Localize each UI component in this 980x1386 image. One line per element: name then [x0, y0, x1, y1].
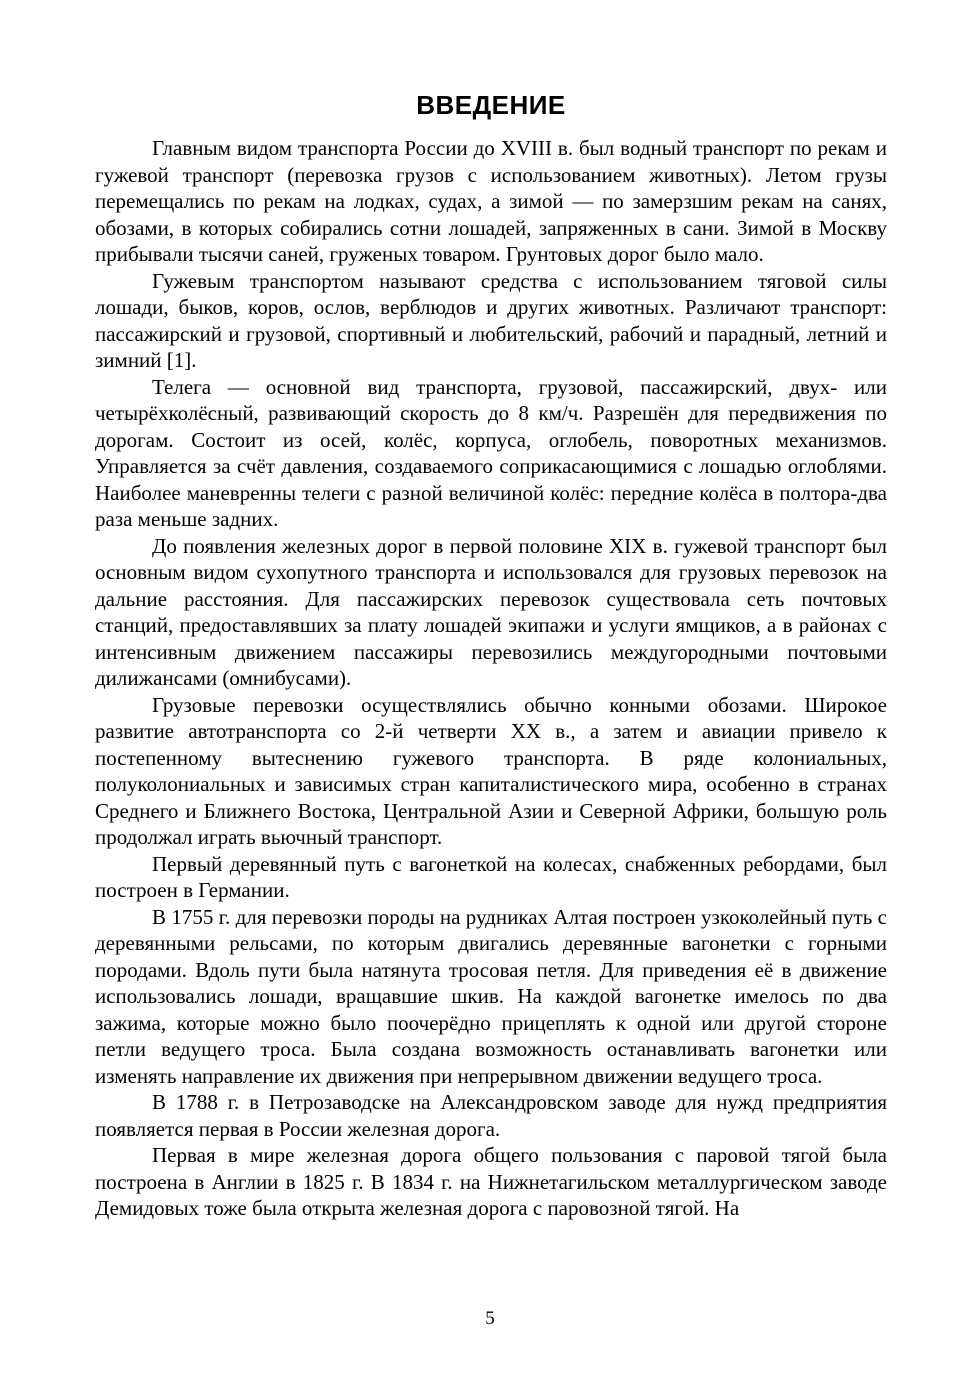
paragraph-2: Гужевым транспортом называют средства с использованием тяговой силы лошади, быков, коров, ослов, верблюдов и других животных. Различают транспорт: пассажирский и грузовой, спортивный и любительский, рабочий и парадный, летний и зимний [1].: [95, 268, 887, 372]
paragraph-7: В 1755 г. для перевозки породы на рудниках Алтая построен узкоколейный путь с деревянными рельсами, по которым двигались деревянные вагонетки с горными породами. Вдоль пути была натянута тросовая петля. Для приведения её в движение использовались лошади, вращавшие шкив. На каждой вагонетке имелось по два зажима, которые можно было поочерёдно прицеплять к одной или другой стороне петли ведущего троса. Была создана возможность останавливать вагонетки или изменять направление их движения при непрерывном движении ведущего троса.: [95, 904, 887, 1088]
chapter-title: ВВЕДЕНИЕ: [416, 90, 566, 120]
paragraph-1: Главным видом транспорта России до XVIII в. был водный транспорт по рекам и гужевой транспорт (перевозка грузов с использованием животных). Летом грузы перемещались по рекам на лодках, судах, а зимой — по замерзшим рекам на санях, обозами, в которых собирались сотни лошадей, запряженных в сани. Зимой в Москву прибывали тысячи саней, груженых товаром. Грунтовых дорог было мало.: [95, 136, 887, 266]
page-content: [95, 90, 887, 1222]
page-number: 5: [485, 1308, 495, 1329]
paragraph-4: До появления железных дорог в первой половине XIX в. гужевой транспорт был основным видом сухопутного транспорта и использовался для грузовых перевозок на дальние расстояния. Для пассажирских перевозок существовала сеть почтовых станций, предоставлявших за плату лошадей экипажи и услуги ямщиков, а в районах с интенсивным движением пассажиры перевозились междугородными почтовыми дилижансами (омнибусами).: [95, 533, 887, 690]
paragraph-5: Грузовые перевозки осуществлялись обычно конными обозами. Широкое развитие автотранспорта со 2-й четверти XX в., а затем и авиации привело к постепенному вытеснению гужевого транспорта. В ряде колониальных, полуколониальных и зависимых стран капиталистического мира, особенно в странах Среднего и Ближнего Востока, Центральной Азии и Северной Африки, большую роль продолжал играть вьючный транспорт.: [95, 692, 887, 849]
paragraph-3: Телега — основной вид транспорта, грузовой, пассажирский, двух- или четырёхколёсный, развивающий скорость до 8 км/ч. Разрешён для передвижения по дорогам. Состоит из осей, колёс, корпуса, оглобель, поворотных механизмов. Управляется за счёт давления, создаваемого соприкасающимися с лошадью оглоблями. Наиболее маневренны телеги с разной величиной колёс: передние колёса в полтора-два раза меньше задних.: [95, 374, 887, 531]
paragraph-6: Первый деревянный путь с вагонеткой на колесах, снабженных ребордами, был построен в Германии.: [95, 851, 887, 902]
paragraph-8: В 1788 г. в Петрозаводске на Александровском заводе для нужд предприятия появляется первая в России железная дорога.: [95, 1090, 887, 1141]
paragraph-9: Первая в мире железная дорога общего пользования с паровой тягой была построена в Англии в 1825 г. В 1834 г. на Нижнетагильском металлургическом заводе Демидовых тоже была открыта железная дорога с паровозной тягой. На: [95, 1143, 887, 1220]
